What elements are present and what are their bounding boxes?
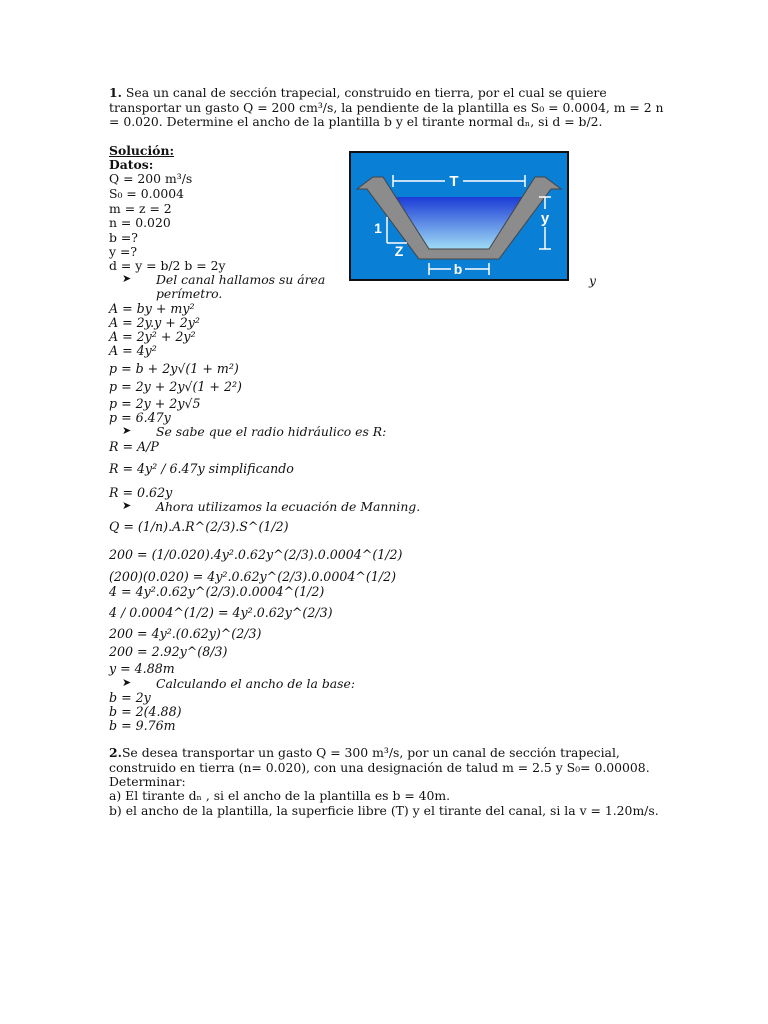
dato-d: d = y = b/2 b = 2y bbox=[109, 258, 226, 273]
eq-manning-8: y = 4.88m bbox=[109, 661, 175, 676]
t-label: T bbox=[449, 173, 459, 190]
dato-n: n = 0.020 bbox=[109, 215, 171, 230]
dato-s0: S₀ = 0.0004 bbox=[109, 186, 185, 201]
eq-radius-2: R = 4y² / 6.47y simplificando bbox=[109, 461, 294, 476]
bullet-arrow-icon: ➤ bbox=[122, 676, 132, 689]
problem-2-text: Se desea transportar un gasto Q = 300 m³/s, por un canal de sección trapecial, construido en tierra (n= 0.020), con una designación de talud m = 2.5 y S₀= 0.00008. bbox=[109, 745, 650, 775]
eq-manning-6: 200 = 4y².(0.62y)^(2/3) bbox=[109, 626, 262, 641]
eq-base-1: b = 2y bbox=[109, 690, 151, 705]
problem-2-number: 2. bbox=[109, 745, 122, 760]
eq-radius-1: R = A/P bbox=[109, 439, 159, 454]
eq-manning-3: (200)(0.020) = 4y².0.62y^(2/3).0.0004^(1/2) bbox=[109, 569, 396, 584]
eq-area-3: A = 2y² + 2y² bbox=[109, 329, 196, 344]
eq-area-1: A = by + my² bbox=[109, 301, 195, 316]
bullet-arrow-icon: ➤ bbox=[122, 499, 132, 512]
solucion-heading: Solución: bbox=[109, 143, 175, 158]
eq-perimeter-2: p = 2y + 2y√(1 + 2²) bbox=[109, 379, 242, 394]
problem-1-statement bbox=[109, 86, 669, 130]
eq-manning-2: 200 = (1/0.020).4y².0.62y^(2/3).0.0004^(1/2) bbox=[109, 547, 403, 562]
dato-y: y =? bbox=[109, 244, 137, 259]
dato-b: b =? bbox=[109, 230, 138, 245]
slope-z-label: Z bbox=[394, 243, 404, 259]
eq-radius-3: R = 0.62y bbox=[109, 485, 173, 500]
channel-figure bbox=[349, 151, 569, 281]
eq-manning-5: 4 / 0.0004^(1/2) = 4y².0.62y^(2/3) bbox=[109, 605, 333, 620]
eq-area-2: A = 2y.y + 2y² bbox=[109, 315, 200, 330]
eq-manning-4: 4 = 4y².0.62y^(2/3).0.0004^(1/2) bbox=[109, 584, 325, 599]
problem-1-number: 1. bbox=[109, 85, 122, 100]
problem-2-statement bbox=[109, 746, 669, 775]
eq-perimeter-1: p = b + 2y√(1 + m²) bbox=[109, 361, 239, 376]
dato-q: Q = 200 m³/s bbox=[109, 171, 193, 186]
eq-manning-1: Q = (1/n).A.R^(2/3).S^(1/2) bbox=[109, 519, 289, 534]
eq-base-2: b = 2(4.88) bbox=[109, 704, 182, 719]
bullet-area-text: Del canal hallamos su área bbox=[156, 272, 326, 287]
channel-diagram bbox=[349, 151, 569, 281]
eq-area-4: A = 4y² bbox=[109, 343, 157, 358]
eq-perimeter-3: p = 2y + 2y√5 bbox=[109, 396, 201, 411]
eq-manning-7: 200 = 2.92y^(8/3) bbox=[109, 644, 228, 659]
dato-m: m = z = 2 bbox=[109, 201, 172, 216]
problem-1-text: Sea un canal de sección trapecial, construido en tierra, por el cual se quiere transportar un gasto Q = 200 cm³/s, la pendiente de la plantilla es S₀ = 0.0004, m = 2 n = 0.020. Determine el ancho de la plantilla b y el tirante normal dₙ, si d = b/2. bbox=[109, 85, 664, 130]
problem-2-determinar: Determinar: bbox=[109, 774, 186, 789]
datos-heading: Datos: bbox=[109, 157, 154, 172]
bullet-manning-text: Ahora utilizamos la ecuación de Manning. bbox=[156, 499, 421, 514]
eq-perimeter-4: p = 6.47y bbox=[109, 410, 171, 425]
bullet-arrow-icon: ➤ bbox=[122, 272, 132, 285]
eq-base-3: b = 9.76m bbox=[109, 718, 176, 733]
bullet-radio-text: Se sabe que el radio hidráulico es R: bbox=[156, 424, 387, 439]
problem-2-part-b: b) el ancho de la plantilla, la superficie libre (T) y el tirante del canal, si la v = 1.20m/s. bbox=[109, 803, 659, 818]
bullet-area-y: y bbox=[589, 273, 596, 288]
problem-2-part-a: a) El tirante dₙ , si el ancho de la plantilla es b = 40m. bbox=[109, 788, 451, 803]
slope-one-label: 1 bbox=[374, 220, 382, 236]
bullet-area-continuation: perímetro. bbox=[156, 286, 223, 301]
bullet-arrow-icon: ➤ bbox=[122, 424, 132, 437]
y-label: y bbox=[540, 210, 550, 227]
b-label: b bbox=[453, 261, 463, 277]
bullet-base-text: Calculando el ancho de la base: bbox=[156, 676, 356, 691]
